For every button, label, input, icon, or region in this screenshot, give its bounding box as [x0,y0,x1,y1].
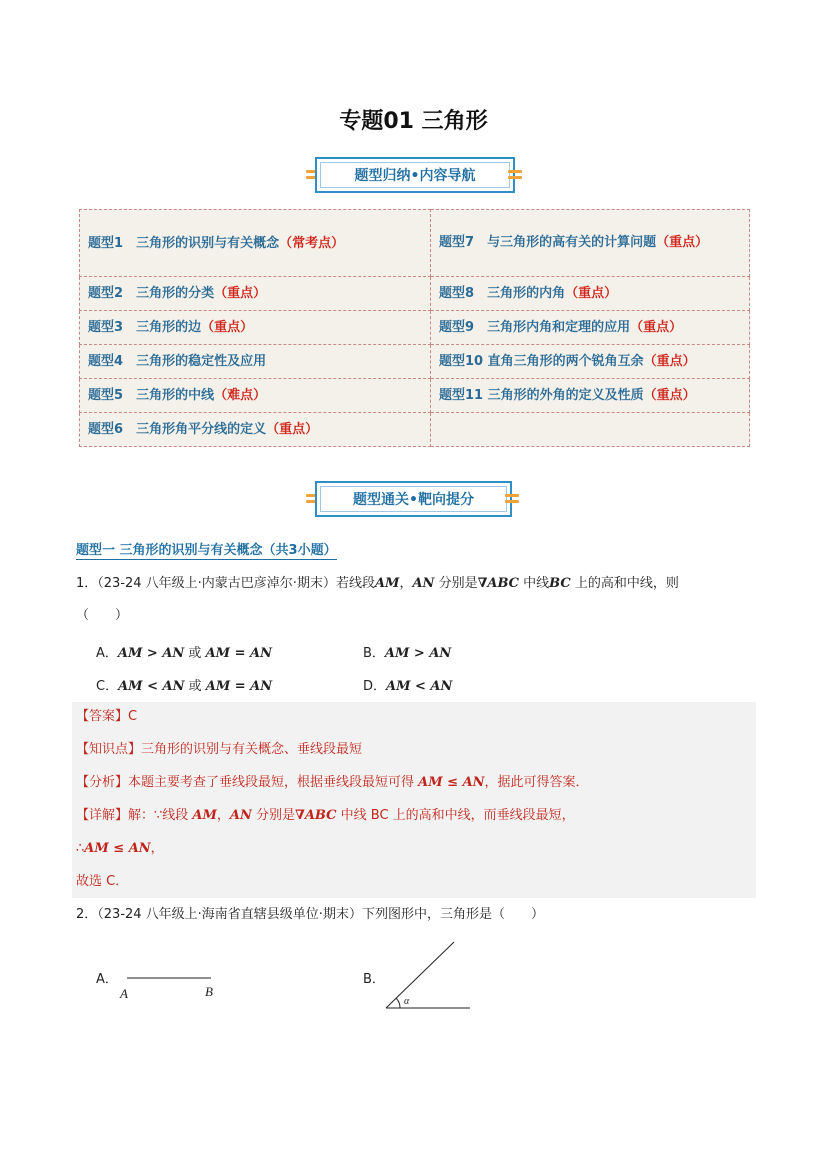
toc-item[interactable]: 题型5 三角形的中线（难点） [80,379,431,413]
option-d[interactable]: D．AM < AN [363,679,453,694]
point-b-label: B [205,984,213,999]
table-row [80,210,750,277]
answer-line: 【答案】C [76,709,138,724]
angle-alpha-label: α [404,996,410,1007]
section-banner-practice: 题型通关•靶向提分 [315,481,512,517]
answer-panel [72,702,756,898]
question-1-paren: （ ） [76,608,129,623]
banner-right-ornament [508,167,522,181]
detail-line: 【详解】解：∵线段 AM，AN 分别是∇ABC 中线 BC 上的高和中线，而垂线段最短， [76,808,575,823]
toc-item-empty [431,413,750,447]
therefore-line: ∴AM ≤ AN， [76,841,164,856]
option-a-label[interactable]: A． [96,972,118,987]
analysis-line: 【分析】本题主要考查了垂线段最短，根据垂线段最短可得 AM ≤ AN，据此可得答案． [76,775,589,790]
toc-table [79,209,750,447]
toc-item[interactable]: 题型6 三角形角平分线的定义（重点） [80,413,431,447]
toc-item[interactable]: 题型11 三角形的外角的定义及性质（重点） [431,379,750,413]
toc-item[interactable]: 题型10 直角三角形的两个锐角互余（重点） [431,345,750,379]
final-answer-line: 故选 C． [76,874,129,889]
banner-right-ornament [505,491,519,505]
toc-item[interactable]: 题型8 三角形的内角（重点） [431,277,750,311]
table-row [80,345,750,379]
toc-item[interactable]: 题型9 三角形内角和定理的应用（重点） [431,311,750,345]
question-1-stem: 1．（23-24 八年级上·内蒙古巴彦淖尔·期末）若线段AM，AN 分别是∇ABC 中线BC 上的高和中线，则 [76,576,679,591]
toc-item[interactable]: 题型2 三角形的分类（重点） [80,277,431,311]
section-heading[interactable]: 题型一 三角形的识别与有关概念（共3小题） [76,543,337,558]
toc-item[interactable]: 题型3 三角形的边（重点） [80,311,431,345]
figure-angle [380,938,480,1014]
option-b[interactable]: B．AM > AN [363,646,452,661]
option-b-label[interactable]: B． [363,972,385,987]
section-banner-navigation: 题型归纳•内容导航 [315,157,515,193]
table-row [80,277,750,311]
table-row [80,311,750,345]
toc-item[interactable]: 题型4 三角形的稳定性及应用 [80,345,431,379]
page-title: 专题01 三角形 [339,109,488,134]
toc-item[interactable]: 题型1 三角形的识别与有关概念（常考点） [80,210,431,277]
option-a[interactable]: A．AM > AN 或 AM = AN [96,646,272,661]
option-c[interactable]: C．AM < AN 或 AM = AN [96,679,273,694]
toc-item[interactable]: 题型7 与三角形的高有关的计算问题（重点） [431,210,750,277]
figure-segment-ab [115,968,225,1004]
table-row [80,413,750,447]
question-2-stem: 2．（23-24 八年级上·海南省直辖县级单位·期末）下列图形中，三角形是（ ） [76,907,544,922]
table-row [80,379,750,413]
knowledge-point-line: 【知识点】三角形的识别与有关概念、垂线段最短 [76,742,363,757]
point-a-label: A [120,986,128,1001]
